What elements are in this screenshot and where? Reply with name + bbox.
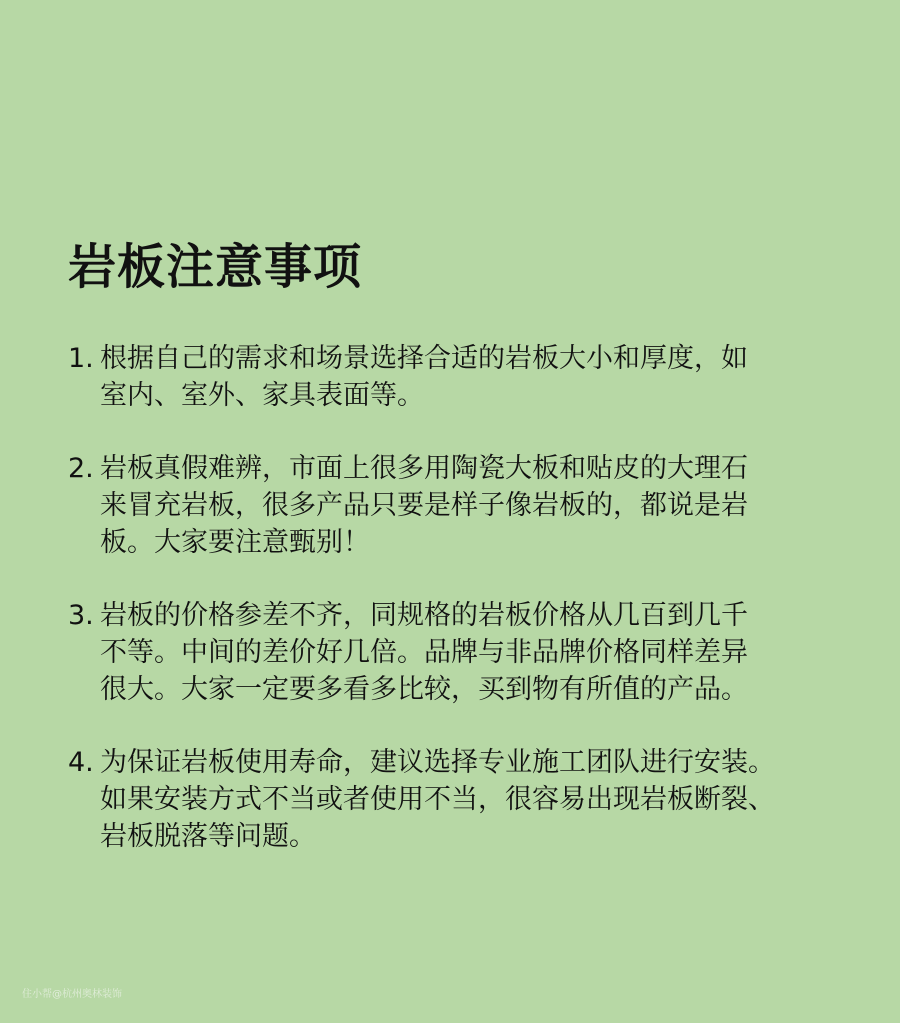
- list-item: [68, 450, 848, 561]
- item-text: [100, 744, 775, 855]
- list-item: [68, 597, 848, 708]
- item-number: 2.: [68, 453, 94, 484]
- item-line: 板。大家要注意甄别！: [100, 527, 370, 558]
- item-line: 来冒充岩板，很多产品只要是样子像岩板的，都说是岩: [100, 490, 748, 521]
- page-title: 岩板注意事项: [68, 239, 363, 295]
- item-text: [100, 597, 748, 708]
- item-line: 很大。大家一定要多看多比较，买到物有所值的产品。: [100, 674, 748, 705]
- item-number: 1.: [68, 343, 94, 374]
- item-line: 室内、室外、家具表面等。: [100, 380, 424, 411]
- item-text: [100, 340, 748, 414]
- item-line: 为保证岩板使用寿命，建议选择专业施工团队进行安装。: [100, 747, 775, 778]
- item-line: 岩板的价格参差不齐，同规格的岩板价格从几百到几千: [100, 600, 748, 631]
- item-line: 岩板脱落等问题。: [100, 821, 316, 852]
- watermark: 住小帮@杭州奥林装饰: [22, 989, 122, 1000]
- item-number: 3.: [68, 600, 94, 631]
- list-item: [68, 340, 848, 414]
- item-line: 如果安装方式不当或者使用不当，很容易出现岩板断裂、: [100, 784, 775, 815]
- item-line: 根据自己的需求和场景选择合适的岩板大小和厚度，如: [100, 343, 748, 374]
- item-number: 4.: [68, 747, 94, 778]
- list-item: [68, 744, 848, 855]
- notes-list: [68, 340, 848, 891]
- item-text: [100, 450, 748, 561]
- item-line: 岩板真假难辨，市面上很多用陶瓷大板和贴皮的大理石: [100, 453, 748, 484]
- item-line: 不等。中间的差价好几倍。品牌与非品牌价格同样差异: [100, 637, 748, 668]
